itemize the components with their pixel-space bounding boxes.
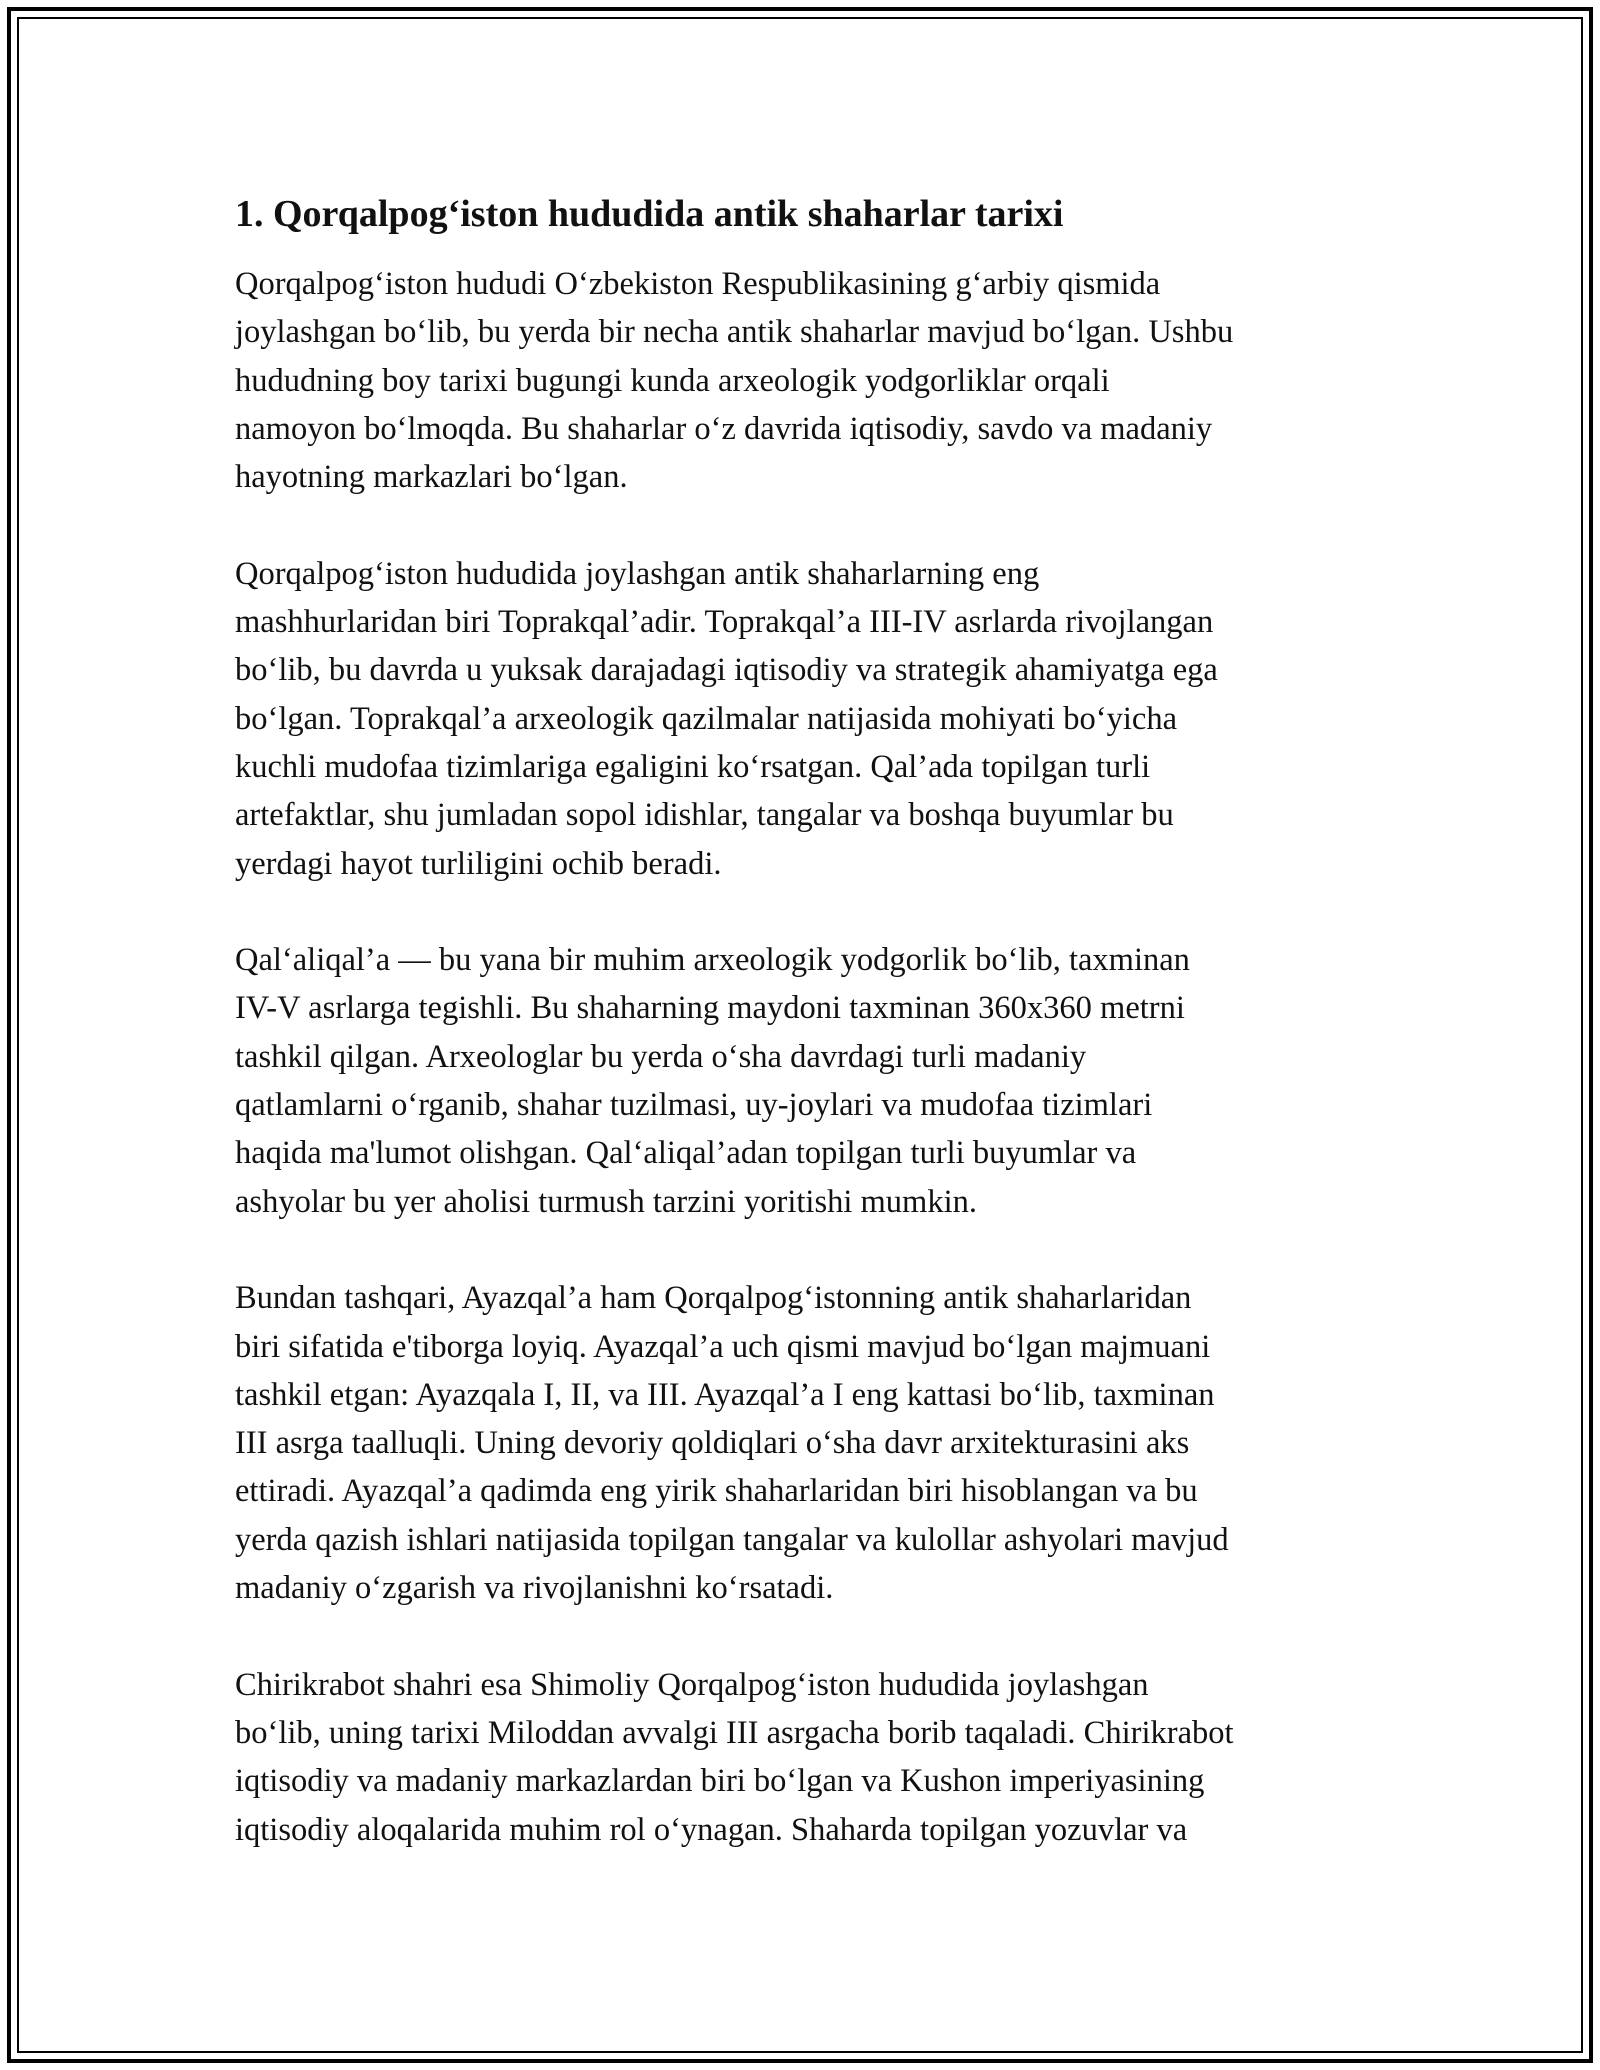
paragraph-2: Qorqalpog‘iston hududida joylashgan antik shaharlarning eng mashhurlaridan biri Toprakqal’adir. Toprakqal’a III-IV asrlarda rivojlangan bo‘lib, bu davrda u yuksak darajadagi iqtisodiy va strategik ahamiyatga ega bo‘lgan. Toprakqal’a arxeologik qazilmalar natijasida mohiyati bo‘yicha kuchli mudofaa tizimlariga egaligini ko‘rsatgan. Qal’ada topilgan turli artefaktlar, shu jumladan sopol idishlar, tangalar va boshqa buyumlar bu yerdagi hayot turliligini ochib beradi. [235, 555, 1218, 882]
document-body [235, 190, 1365, 1902]
section-heading: 1. Qorqalpog‘iston hududida antik shaharlar tarixi [235, 193, 1064, 235]
paragraph-4: Bundan tashqari, Ayazqal’a ham Qorqalpog‘istonning antik shaharlaridan biri sifatida e'tiborga loyiq. Ayazqal’a uch qismi mavjud bo‘lgan majmuani tashkil etgan: Ayazqala I, II, va III. Ayazqal’a I eng kattasi bo‘lib, taxminan III asrga taalluqli. Uning devoriy qoldiqlari o‘sha davr arxitekturasini aks ettiradi. Ayazqal’a qadimda eng yirik shaharlaridan biri hisoblangan va bu yerda qazish ishlari natijasida topilgan tangalar va kulollar ashyolari mavjud madaniy o‘zgarish va rivojlanishni ko‘rsatadi. [235, 1280, 1229, 1607]
paragraph-1: Qorqalpog‘iston hududi O‘zbekiston Respublikasining g‘arbiy qismida joylashgan bo‘lib, bu yerda bir necha antik shaharlar mavjud bo‘lgan. Ushbu hududning boy tarixi bugungi kunda arxeologik yodgorliklar orqali namoyon bo‘lmoqda. Bu shaharlar o‘z davrida iqtisodiy, savdo va madaniy hayotning markazlari bo‘lgan. [235, 266, 1234, 496]
paragraph-3: Qal‘aliqal’a — bu yana bir muhim arxeologik yodgorlik bo‘lib, taxminan IV-V asrlarga tegishli. Bu shaharning maydoni taxminan 360x360 metrni tashkil qilgan. Arxeologlar bu yerda o‘sha davrdagi turli madaniy qatlamlarni o‘rganib, shahar tuzilmasi, uy-joylari va mudofaa tizimlari haqida ma'lumot olishgan. Qal‘aliqal’adan topilgan turli buyumlar va ashyolar bu yer aholisi turmush tarzini yoritishi mumkin. [235, 942, 1190, 1220]
paragraph-5: Chirikrabot shahri esa Shimoliy Qorqalpog‘iston hududida joylashgan bo‘lib, uning tarixi Miloddan avvalgi III asrgacha borib taqaladi. Chirikrabot iqtisodiy va madaniy markazlardan biri bo‘lgan va Kushon imperiyasining iqtisodiy aloqalarida muhim rol o‘ynagan. Shaharda topilgan yozuvlar va [235, 1666, 1234, 1848]
